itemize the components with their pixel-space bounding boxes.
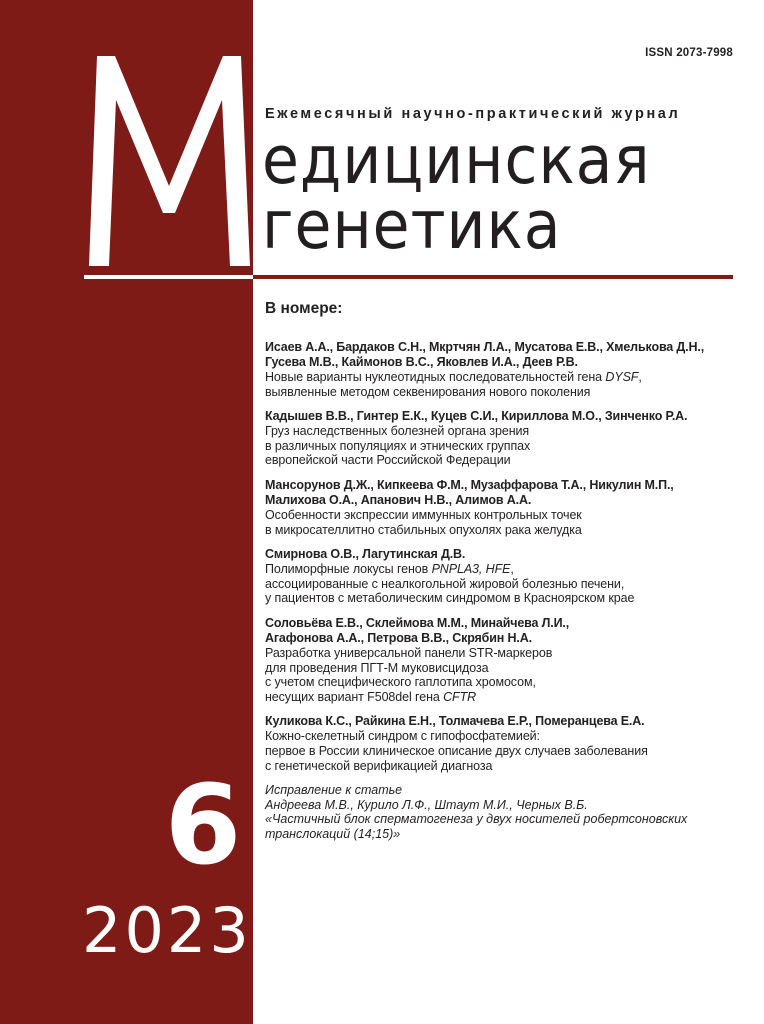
issue-year: 2023 bbox=[82, 894, 252, 967]
entry-title: Новые варианты нуклеотидных последовательностей гена DYSF, выявленные методом секвенирования нового поколения bbox=[265, 370, 642, 399]
toc-entry[interactable] bbox=[265, 478, 735, 537]
entry-authors: Мансорунов Д.Ж., Кипкеева Ф.М., Музаффарова Т.А., Никулин М.П., Малихова О.А., Апанович Н.В., Алимов А.А. bbox=[265, 477, 674, 507]
entry-authors: Исаев А.А., Бардаков С.Н., Мкртчян Л.А., Мусатова Е.В., Хмелькова Д.Н., Гусева М.В., Каймонов В.С., Яковлев И.А., Деев Р.В. bbox=[265, 340, 705, 369]
divider-dark bbox=[253, 275, 733, 279]
entry-authors: Соловьёва Е.В., Склеймова М.М., Минайчева Л.И., Агафонова А.А., Петрова В.В., Скрябин Н.А. bbox=[265, 615, 570, 645]
entry-title: Разработка универсальной панели STR-маркеров для проведения ПГТ-М муковисцидоза с учетом специфического гаплотипа хромосом, несущих вариант F508del гена CFTR bbox=[265, 645, 553, 704]
journal-title-line1: едицинская bbox=[262, 121, 651, 200]
table-of-contents bbox=[265, 340, 735, 841]
toc-entry[interactable] bbox=[265, 409, 735, 468]
divider-white bbox=[84, 275, 253, 279]
issn: ISSN 2073-7998 bbox=[645, 47, 733, 59]
toc-entry[interactable] bbox=[265, 714, 735, 773]
big-letter-m bbox=[85, 48, 255, 268]
entry-title: Полиморфные локусы генов PNPLA3, HFE, ассоциированные с неалкогольной жировой болезнью печени, у пациентов с метаболическим синдромом в Красноярском крае bbox=[265, 562, 635, 606]
journal-title-line2: генетика bbox=[262, 186, 562, 265]
entry-authors: Кадышев В.В., Гинтер Е.К., Куцев С.И., Кириллова М.О., Зинченко Р.А. bbox=[265, 409, 688, 424]
toc-entry[interactable] bbox=[265, 616, 735, 704]
correction-note[interactable]: Исправление к статье Андреева М.В., Курило Л.Ф., Штаут М.И., Черных В.Б. «Частичный блок сперматогенеза у двух носителей робертсоновских транслокаций (14;15)» bbox=[265, 783, 688, 841]
in-issue-heading: В номере: bbox=[265, 300, 343, 317]
entry-title: Особенности экспрессии иммунных контрольных точек в микросателлитно стабильных опухолях рака желудка bbox=[265, 507, 582, 537]
toc-entry[interactable] bbox=[265, 547, 735, 606]
big-letter-m-shape bbox=[89, 56, 250, 266]
entry-title: Кожно-скелетный синдром с гипофосфатемией: первое в России клиническое описание двух случаев заболевания с генетической верификацией диагноза bbox=[265, 729, 648, 773]
journal-subtitle: Ежемесячный научно-практический журнал bbox=[265, 106, 681, 122]
entry-authors: Смирнова О.В., Лагутинская Д.В. bbox=[265, 547, 466, 562]
issue-number: 6 bbox=[164, 761, 242, 889]
entry-authors: Куликова К.С., Райкина Е.Н., Толмачева Е.Р., Померанцева Е.А. bbox=[265, 714, 645, 729]
entry-title: Груз наследственных болезней органа зрения в различных популяциях и этнических группах европейской части Российской Федерации bbox=[265, 424, 531, 468]
toc-entry[interactable] bbox=[265, 340, 735, 399]
